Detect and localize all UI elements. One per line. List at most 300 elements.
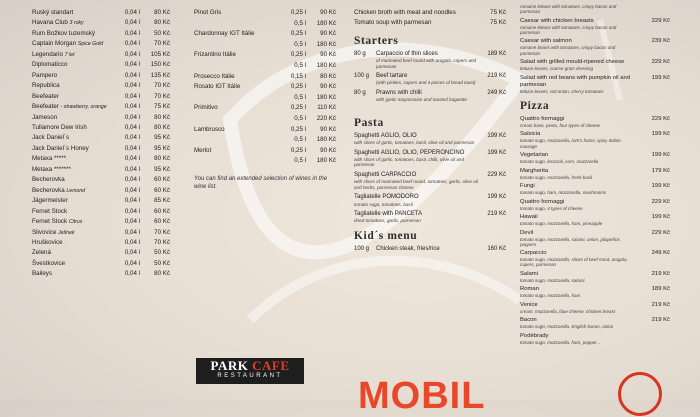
starters-name: Beef tartare (376, 73, 408, 80)
wine-row (194, 93, 336, 104)
drink-volume: 0,04 l (124, 238, 140, 246)
pizza-body (520, 214, 636, 226)
drink-price: 80 Kč (154, 113, 170, 121)
salads-price (636, 4, 670, 14)
drink-name-text: Rum Božkov tuzemský (32, 29, 95, 37)
pizza-item (520, 131, 670, 148)
wine-volume: 0,5 l (294, 40, 306, 48)
wine-volume: 0,5 l (294, 114, 306, 122)
pizza-price: 189 Kč (651, 286, 670, 293)
drink-name (32, 196, 114, 206)
drink-name (32, 228, 114, 238)
drink-row (32, 228, 170, 238)
pasta-item (354, 172, 506, 190)
wine-volume: 0,25 l (290, 146, 306, 154)
pizza-price: 199 Kč (651, 152, 670, 159)
drink-name-text: Captain Morgan (32, 40, 77, 48)
drink-price: 80 Kč (154, 270, 170, 278)
pizza-item (520, 230, 670, 247)
wine-price: 220 Kč (316, 114, 336, 122)
drink-volume: 0,04 l (124, 176, 140, 184)
drink-row (32, 207, 170, 217)
starters-weight: 80 g (354, 50, 366, 57)
drink-price: 70 Kč (154, 238, 170, 246)
pizza-item (520, 302, 670, 314)
spirits-column (32, 8, 170, 280)
pizza-item (520, 183, 670, 195)
drink-name (32, 259, 114, 269)
pizza-price: 219 Kč (651, 270, 670, 277)
drink-name-text: Jameson (32, 113, 58, 121)
starters-price: 219 Kč (487, 73, 506, 80)
wine-name: Frizantino Itálie (194, 51, 236, 59)
drink-name (32, 123, 114, 133)
drink-name-text: Becherovka (32, 186, 65, 194)
pizza-price: 199 Kč (651, 214, 670, 221)
salads-body (520, 4, 636, 14)
soup-name: Chicken broth with meat and noodles (354, 9, 456, 16)
drink-row (32, 165, 170, 175)
drink-name (32, 165, 114, 175)
pizza-name: Venice (520, 301, 538, 308)
drink-note: Jelínek (58, 229, 75, 236)
pizza-item (520, 116, 670, 128)
wine-volume: 0,25 l (290, 30, 306, 38)
salads-item (520, 38, 670, 55)
wine-volume: 0,25 l (290, 9, 306, 16)
pizza-price: 219 Kč (651, 317, 670, 324)
kids-price: 160 Kč (487, 245, 506, 252)
drink-row (32, 71, 170, 81)
pizza-description: tomato sugo, ham, mozzarella, mushrooms (520, 190, 607, 196)
drink-name (32, 81, 114, 91)
pizza-body (520, 116, 636, 128)
drink-row (32, 123, 170, 133)
drink-name (32, 154, 114, 164)
drink-row (32, 269, 170, 279)
drink-price: 135 Kč (150, 71, 170, 79)
pizza-price (636, 333, 670, 345)
drink-row (32, 50, 170, 60)
pizza-item (520, 271, 670, 283)
drink-name-text: Metaxa ***** (32, 155, 67, 163)
pizza-description: tomato sugo, mozzarella, slices of beef meat, arugula, capers, parmesan (520, 257, 628, 268)
drink-name-text: Becherovka (32, 176, 65, 184)
pizza-description: cream, mozzarella, blue cheese, chicken breast (520, 308, 616, 314)
drink-row (32, 102, 170, 112)
soup-row (354, 8, 506, 18)
drink-row (32, 18, 170, 28)
pasta-item (354, 194, 506, 207)
wine-volume: 0,25 l (290, 51, 306, 59)
starters-body (376, 90, 478, 103)
pizza-price: 229 Kč (651, 198, 670, 205)
drink-volume: 0,04 l (124, 144, 140, 152)
drink-name-text: Zelená (32, 249, 51, 257)
salads-item (520, 75, 670, 94)
wine-name: Lambrusco (194, 125, 225, 133)
wine-row (194, 29, 336, 40)
drink-name (32, 186, 114, 196)
drink-name (32, 92, 114, 102)
drink-volume: 0,04 l (124, 134, 140, 142)
pizza-body (520, 271, 636, 283)
drink-volume: 0,04 l (124, 207, 140, 215)
wine-row (194, 82, 336, 93)
globe-icon (618, 372, 662, 416)
pizza-name: Quattro formaggi (520, 198, 565, 205)
salads-item (520, 4, 670, 14)
pizza-name: Margherita (520, 167, 549, 174)
pizza-item (520, 214, 670, 226)
pasta-description: with slices of garlic, tomatoes, basil, chilli, olive oil and parmesan (354, 156, 465, 168)
wine-volume: 0,5 l (294, 157, 306, 165)
wine-price: 180 Kč (316, 157, 336, 165)
drink-note: Lemond (66, 187, 86, 194)
drink-row (32, 154, 170, 164)
wine-volume: 0,15 l (290, 72, 306, 80)
drink-name-text: Pampero (32, 71, 58, 79)
drink-price: 75 Kč (154, 103, 170, 111)
pizza-description: tomato sugo, mozzarella, fresh basil (520, 174, 593, 180)
drink-row (32, 113, 170, 123)
pasta-item (354, 133, 506, 146)
drink-name (32, 18, 114, 28)
pasta-body (354, 194, 478, 207)
salads-pizza-column (520, 4, 670, 348)
kids-item (354, 246, 506, 253)
starters-weight: 100 g (354, 73, 370, 80)
wine-volume: 0,25 l (290, 83, 306, 91)
drink-volume: 0,04 l (124, 50, 140, 58)
pizza-description: tomato sugo, mozzarella, ham, pineapple (520, 221, 603, 227)
pizza-item (520, 333, 670, 345)
pizza-description: tomato sugo, mozzarella, ham, pepper... (520, 339, 601, 345)
drink-name (32, 29, 114, 39)
drink-price: 70 Kč (154, 92, 170, 100)
logo-cafe-text: CAFE (252, 358, 290, 373)
drink-name-text: Republica (32, 82, 60, 90)
drink-note: 3 roky (69, 20, 84, 27)
drink-price: 70 Kč (154, 228, 170, 236)
drink-price: 95 Kč (154, 144, 170, 152)
wines-column (194, 8, 336, 191)
drink-name-text: Jack Daniel´s Honey (32, 144, 89, 152)
wine-name: Merlot (194, 146, 212, 154)
salads-description: romaine beans with tomatoes, crispy bacon and parmesan (520, 45, 616, 56)
drink-name (32, 217, 114, 227)
drink-price: 50 Kč (154, 259, 170, 267)
drink-volume: 0,04 l (124, 186, 140, 194)
soup-row (354, 18, 506, 28)
drink-row (32, 29, 170, 39)
starters-description: with garlic mayonnaise and toasted baguette (376, 97, 467, 103)
drink-row (32, 196, 170, 206)
wine-price: 180 Kč (316, 19, 336, 27)
pizza-body (520, 230, 636, 247)
drink-price: 95 Kč (154, 134, 170, 142)
pizza-name: Salami (520, 270, 539, 277)
pizza-name: Bacon (520, 317, 537, 324)
drink-name-text: Tullamore Dew Irish (32, 123, 87, 131)
drink-name-text: Legendario (32, 50, 63, 58)
pizza-body (520, 250, 636, 267)
pizza-body (520, 199, 636, 211)
pizza-price: 219 Kč (651, 301, 670, 308)
drink-name (32, 71, 114, 81)
drink-name (32, 238, 114, 248)
pizza-name: Podébrady (520, 332, 549, 339)
wine-volume: 0,25 l (290, 104, 306, 112)
starters-price: 189 Kč (487, 50, 506, 57)
drink-volume: 0,04 l (124, 103, 140, 111)
drink-volume: 0,04 l (124, 40, 140, 48)
pizza-description: tomato sugo, mozzarella, ham (520, 293, 581, 299)
logo-restaurant-text: RESTAURANT (217, 373, 283, 379)
drink-name-text: Beefeater (32, 92, 59, 100)
salads-description: lettuce leaves, red onion, cherry tomatoes (520, 88, 604, 94)
pasta-description: with slices of garlic, tomatoes, basil, olive oil and parmesan (354, 140, 475, 145)
wine-volume: 0,5 l (294, 136, 306, 144)
wine-row (194, 156, 336, 167)
wine-volume: 0,25 l (290, 125, 306, 133)
drink-price: 80 Kč (154, 9, 170, 16)
starters-body (376, 51, 478, 69)
pasta-price: 199 Kč (487, 132, 506, 139)
drink-name (32, 207, 114, 217)
wine-name: Primitivo (194, 104, 218, 112)
starters-description: of marinated beef round with arugula, capers and parmesan (376, 58, 477, 69)
drink-price: 70 Kč (154, 82, 170, 90)
drink-name (32, 39, 114, 49)
drink-name-text: Hruškovice (32, 238, 63, 246)
wine-price: 90 Kč (320, 51, 336, 59)
drink-price: 80 Kč (154, 19, 170, 27)
drink-row (32, 248, 170, 258)
pizza-body (520, 333, 636, 345)
drink-price: 50 Kč (154, 29, 170, 37)
drink-price: 95 Kč (154, 165, 170, 173)
drink-name-text: Metaxa ******* (32, 165, 71, 173)
kids-body (376, 246, 478, 253)
drink-volume: 0,04 l (124, 197, 140, 205)
pizza-item (520, 199, 670, 211)
wine-volume: 0,5 l (294, 93, 306, 101)
pasta-description: dried tomatoes, garlic, parmesan (354, 218, 421, 224)
pasta-body (354, 172, 478, 190)
drink-name-text: Fernet Stock (32, 207, 68, 215)
pasta-name: Spaghetti CARPACCIO (354, 171, 417, 178)
drink-name (32, 113, 114, 123)
pasta-description: with slices of marinated beef round, tomatoes, garlic, olive oil and herbs, parmesan cheese (354, 179, 478, 190)
pasta-name: Tagliatelle POMODORO (354, 194, 419, 201)
wine-volume: 0,5 l (294, 19, 306, 27)
drink-name (32, 102, 114, 112)
wine-price: 90 Kč (320, 125, 336, 133)
wine-row (194, 40, 336, 51)
pasta-item (354, 150, 506, 168)
drink-name (32, 269, 114, 279)
drink-name-text: Švestkovice (32, 259, 66, 267)
drink-volume: 0,04 l (124, 82, 140, 90)
pizza-title: Pizza (520, 99, 550, 112)
starters-name: Carpaccio of thin slices (376, 50, 438, 57)
drink-row (32, 39, 170, 49)
starters-title: Starters (354, 34, 399, 47)
wine-row (194, 146, 336, 157)
pizza-description: tomato sugo, 4 types of cheese (520, 205, 583, 211)
pasta-name: Tagliatelle with PANCETA (354, 211, 423, 218)
wine-row (194, 61, 336, 72)
drink-name (32, 60, 114, 70)
pizza-name: Vegetarian (520, 152, 549, 159)
pizza-price: 229 Kč (651, 229, 670, 236)
drink-note: 7 let (64, 51, 75, 58)
drink-price: 60 Kč (154, 218, 170, 226)
soup-name: Tomato soup with parmesan (354, 19, 432, 27)
pasta-name: Spaghetti AGLIO, OLIO (354, 132, 417, 139)
salads-item (520, 18, 670, 35)
pizza-price: 199 Kč (651, 183, 670, 190)
pizza-item (520, 168, 670, 180)
salads-description: romaine lettuce with tomatoes, crispy bacon and parmesan (520, 24, 617, 35)
pasta-name: Spaghetti AGLIO, OLIO, PEPERONCINO (354, 149, 465, 156)
drink-price: 80 Kč (154, 155, 170, 163)
drink-volume: 0,04 l (124, 19, 140, 27)
salads-body (520, 59, 636, 71)
drink-name-text: Havana Club (32, 19, 68, 27)
drink-note: Citrus (68, 219, 83, 226)
drink-volume: 0,04 l (124, 113, 140, 121)
kids-weight: 100 g (354, 245, 370, 252)
drink-volume: 0,04 l (124, 249, 140, 257)
wine-price: 90 Kč (320, 30, 336, 38)
salads-price: 199 Kč (651, 74, 670, 81)
wine-row (194, 19, 336, 30)
kids-title: Kid´s menu (354, 229, 418, 242)
pizza-name: Roman (520, 286, 539, 293)
wine-row (194, 125, 336, 136)
drink-name-text: Fernet Stock (32, 218, 68, 226)
drink-row (32, 217, 170, 227)
drink-volume: 0,04 l (124, 123, 140, 131)
drink-name (32, 8, 114, 18)
drink-volume: 0,04 l (124, 61, 140, 69)
pizza-item (520, 317, 670, 329)
pizza-name: Devil (520, 229, 534, 236)
drink-name (32, 50, 114, 60)
drink-row (32, 238, 170, 248)
pasta-description: tomato sugo, tomatoes, basil (354, 201, 413, 207)
salads-name: Salad with red beans with pumpkin oil and parmesan (520, 74, 631, 88)
pizza-body (520, 302, 636, 314)
wine-price: 110 Kč (317, 104, 336, 112)
pizza-item (520, 250, 670, 267)
salads-price: 239 Kč (651, 38, 670, 45)
salads-description: lettuce leaves, coarse grain dressing (520, 66, 594, 72)
drink-volume: 0,04 l (124, 259, 140, 267)
wine-name: Pinot Gris (194, 9, 222, 16)
pizza-item (520, 286, 670, 298)
drink-price: 150 Kč (150, 61, 170, 69)
salads-name: Caesar with salmon (520, 38, 572, 45)
food-column (354, 8, 506, 257)
pizza-description: tomato sugo, mozzarella, salami, onion, jalapeños peppers (520, 236, 620, 247)
drink-name-text: Diplomaticco (32, 61, 68, 69)
pizza-body (520, 317, 636, 329)
drink-row (32, 8, 170, 18)
drink-row (32, 175, 170, 185)
pizza-name: Quattro formaggi (520, 115, 565, 122)
pizza-description: tomato sugo, mozzarella, rom's hams, spicy Italian sausage (520, 138, 621, 149)
pizza-name: Fungi (520, 183, 535, 190)
mobil-banner-text: MOBIL (358, 375, 486, 417)
drink-price: 105 Kč (150, 50, 170, 58)
drink-name (32, 133, 114, 143)
salads-description: romaine lettuce with tomatoes, crispy bacon and parmesan (520, 4, 617, 15)
salads-name: Caesar with chicken breasts (520, 17, 594, 24)
salads-item (520, 59, 670, 71)
drink-volume: 0,04 l (124, 155, 140, 163)
wine-note: You can find an extended selection of wines in the wine list. (194, 175, 328, 190)
wine-row (194, 50, 336, 61)
drink-price: 85 Kč (154, 197, 170, 205)
drink-row (32, 60, 170, 70)
drink-volume: 0,04 l (124, 228, 140, 236)
wine-price: 180 Kč (316, 40, 336, 48)
drink-price: 60 Kč (154, 207, 170, 215)
starters-weight: 80 g (354, 90, 366, 96)
pasta-body (354, 133, 478, 146)
drink-name-text: Jack Daniel´s (32, 134, 70, 142)
pizza-name: Salsicia (520, 131, 541, 138)
drink-price: 80 Kč (154, 123, 170, 131)
pasta-body (354, 211, 478, 224)
pasta-title: Pasta (354, 116, 384, 129)
salads-price: 229 Kč (651, 59, 670, 66)
park-cafe-logo (196, 358, 304, 384)
drink-row (32, 144, 170, 154)
starters-item (354, 51, 506, 69)
pizza-name: Carpaccio (520, 250, 547, 257)
pizza-description: tomato sugo, broccoli, corn, mozzarella (520, 159, 599, 165)
drink-name-text: Jägermeister (32, 197, 68, 205)
drink-note: - strawberry, orange (60, 104, 107, 111)
pizza-body (520, 183, 636, 195)
pizza-price: 179 Kč (651, 167, 670, 174)
pasta-price: 229 Kč (487, 171, 506, 178)
pasta-price: 199 Kč (487, 149, 506, 156)
pizza-price: 249 Kč (651, 250, 670, 257)
starters-name: Prawns with chilli (376, 90, 422, 96)
pizza-price: 199 Kč (651, 131, 670, 138)
pizza-body (520, 152, 636, 164)
logo-park-text: PARK (210, 358, 253, 373)
pizza-item (520, 152, 670, 164)
drink-name-text: Baileys (32, 270, 52, 278)
wine-price: 90 Kč (320, 9, 336, 16)
drink-price: 60 Kč (154, 186, 170, 194)
wine-name: Chardonnay IGT Itálie (194, 30, 255, 38)
salads-price: 229 Kč (651, 17, 670, 24)
drink-price: 60 Kč (154, 176, 170, 184)
pizza-name: Hawaii (520, 214, 538, 221)
salads-body (520, 18, 636, 35)
wine-row (194, 135, 336, 146)
salads-name: Salad with grilled mould-ripened cheese (520, 59, 625, 66)
drink-row (32, 81, 170, 91)
drink-name (32, 175, 114, 185)
